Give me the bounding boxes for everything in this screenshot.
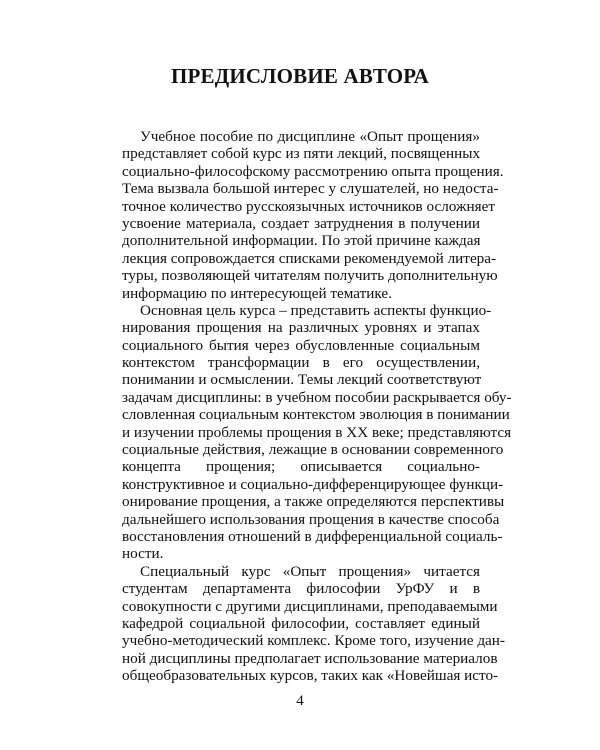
text-line: социальные действия, лежащие в основании современного [122,441,504,459]
text-line: Учебное пособие по дисциплине «Опыт прощения» [140,128,480,145]
text-line: конструктивное и социально-дифференцирующее функци- [122,475,504,493]
text-line: социально-философскому рассмотрению опыта прощения. [122,162,504,180]
text-line: Специальный курс «Опыт прощения» читается [140,562,480,580]
text-line: ности. [122,545,164,563]
text-line: онирование прощения, а также определяются перспективы [122,493,505,511]
text-line: социального бытия через обусловленные социальным [122,336,480,354]
text-line: Тема вызвала большой интерес у слушателей, но недоста- [122,180,499,198]
text-line: словленная социальным контекстом эволюция в понимании [122,406,510,424]
text-line: нирования прощения на различных уровнях и этапах [122,319,480,337]
text-line: совокупности с другими дисциплинами, преподаваемыми [122,597,498,615]
text-line: представляет собой курс из пяти лекций, посвященных [122,145,481,163]
text-line: восстановления отношений в дифференциальной социаль- [122,527,503,545]
body-text [122,128,512,685]
text-line: общеобразовательных курсов, таких как «Новейшая исто- [122,667,499,685]
paragraph-3 [122,562,505,685]
text-line: кафедрой социальной философии, составляет единый [122,614,480,632]
text-line: дополнительной информации. По этой причине каждая [122,232,481,250]
text-line: лекция сопровождается списками рекомендуемой литера- [122,249,497,267]
paragraph-1 [122,128,504,302]
text-line: точное количество русскоязычных источников осложняет [122,197,496,215]
text-line: усвоение материала, создает затруднения в получении [122,214,480,232]
text-line: Основная цель курса – представить аспекты функцио- [140,301,492,319]
text-line: понимании и осмыслении. Темы лекций соответствуют [122,371,482,389]
text-line: задачам дисциплины: в учебном пособии раскрывается обу- [122,388,512,406]
text-line: и изучении проблемы прощения в XX веке; представляются [122,423,512,441]
page-number: 4 [296,693,304,709]
text-line: учебно-методический комплекс. Кроме того, изучение дан- [122,632,505,650]
text-line: студентам департамента философии УрФУ и в [122,580,480,598]
text-line: информацию по интересующей тематике. [122,284,392,302]
text-line: контекстом трансформации в его осуществлении, [122,354,480,372]
text-line: концепта прощения; описывается социально- [122,458,480,476]
paragraph-2 [122,301,512,563]
text-line: дальнейшего использования прощения в качестве способа [122,510,500,528]
text-line: туры, позволяющей читателям получить дополнительную [122,267,498,285]
page-title: ПРЕДИСЛОВИЕ АВТОРА [170,64,430,88]
text-line: ной дисциплины предполагает использование материалов [122,649,498,667]
